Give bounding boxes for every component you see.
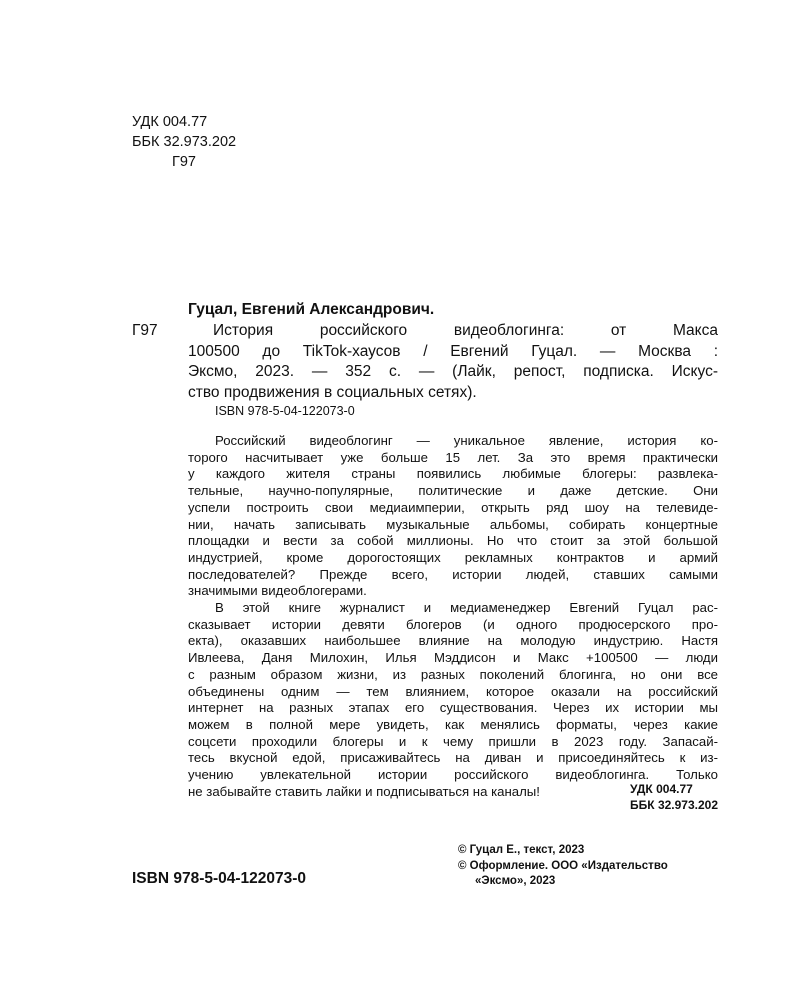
- isbn-bottom: ISBN 978-5-04-122073-0: [132, 870, 307, 887]
- annotation-line: Ивлеева, Даня Милохин, Илья Мэддисон и Макс +100500 — люди: [188, 650, 718, 666]
- isbn-record: ISBN 978-5-04-122073-0: [215, 404, 355, 418]
- annotation-line: соцсети проходили блогеры и к чему пришли в 2023 году. Запасай-: [188, 733, 718, 749]
- author-heading: Гуцал, Евгений Александрович.: [188, 301, 435, 318]
- annotation-line: нии, начать записывать музыкальные альбомы, собирать концертные: [188, 516, 718, 532]
- copyright-block: [458, 843, 668, 890]
- annotation-line: объединены одним — тем влиянием, которое оказали на российский: [188, 683, 718, 699]
- bib-line: Эксмо, 2023. — 352 с. — (Лайк, репост, подписка. Искус-: [188, 363, 718, 380]
- annotation-line: с разным образом жизни, из разных поколений блогинга, но они все: [188, 666, 718, 682]
- annotation-line: успели построить свои медиаимперии, открыть ряд шоу на телевиде-: [188, 499, 718, 515]
- annotation-line: интернет на разных этапах его существования. Через их истории мы: [188, 700, 718, 716]
- annotation-line: площадки и вести за собой миллионы. Но что стоит за этой большой: [188, 533, 718, 549]
- annotation-line: учению увлекательной истории российского видеоблогинга. Только: [188, 767, 718, 783]
- udk-code-bottom: УДК 004.77: [630, 782, 693, 796]
- bib-line: 100500 до TikTok-хаусов / Евгений Гуцал. — Москва :: [188, 342, 718, 360]
- annotation-line: екта), оказавших наибольшее влияние на молодую индустрию. Настя: [188, 633, 718, 649]
- annotation-line: Российский видеоблогинг — уникальное явление, история ко-: [215, 433, 718, 448]
- bbk-code: ББК 32.973.202: [132, 134, 237, 150]
- classification-block-bottom: [630, 781, 718, 813]
- copyright-design-continued: «Эксмо», 2023: [475, 875, 556, 887]
- udk-code: УДК 004.77: [132, 114, 208, 130]
- annotation-line: значимыми видеоблогерами.: [188, 583, 367, 599]
- copyright-text: © Гуцал Е., текст, 2023: [458, 844, 585, 856]
- annotation-line: тельные, научно-популярные, политические и даже детские. Они: [188, 483, 718, 499]
- annotation: [188, 433, 718, 800]
- bib-line: ство продвижения в социальных сетях).: [188, 383, 477, 401]
- author-mark: Г97: [172, 154, 196, 170]
- annotation-line: у каждого жителя страны появились любимые блогеры: развлека-: [188, 466, 718, 482]
- bbk-code-bottom: ББК 32.973.202: [630, 798, 718, 812]
- copyright-design: © Оформление. ООО «Издательство: [458, 859, 668, 872]
- annotation-line: индустрией, кроме дорогостоящих рекламных контрактов и армий: [188, 549, 718, 565]
- catalog-mark: Г97: [132, 322, 158, 339]
- annotation-line: В этой книге журналист и медиаменеджер Евгений Гуцал рас-: [215, 600, 718, 616]
- annotation-line: тесь вкусной едой, присаживайтесь на диван и присоединяйтесь к из-: [188, 750, 718, 766]
- bibliographic-record: [188, 321, 718, 403]
- annotation-line: не забывайте ставить лайки и подписываться на каналы!: [188, 783, 540, 799]
- annotation-line: можем в полной мере увидеть, как менялись форматы, через какие: [188, 716, 718, 732]
- annotation-line: сказывает истории девяти блогеров (и одного продюсерского про-: [188, 616, 718, 632]
- bib-line: История российского видеоблогинга: от Макса: [213, 322, 718, 339]
- classification-block: [132, 112, 236, 172]
- annotation-line: торого насчитывает уже больше 15 лет. За это время практически: [188, 449, 718, 465]
- annotation-line: последователей? Прежде всего, истории людей, ставших самыми: [188, 566, 718, 582]
